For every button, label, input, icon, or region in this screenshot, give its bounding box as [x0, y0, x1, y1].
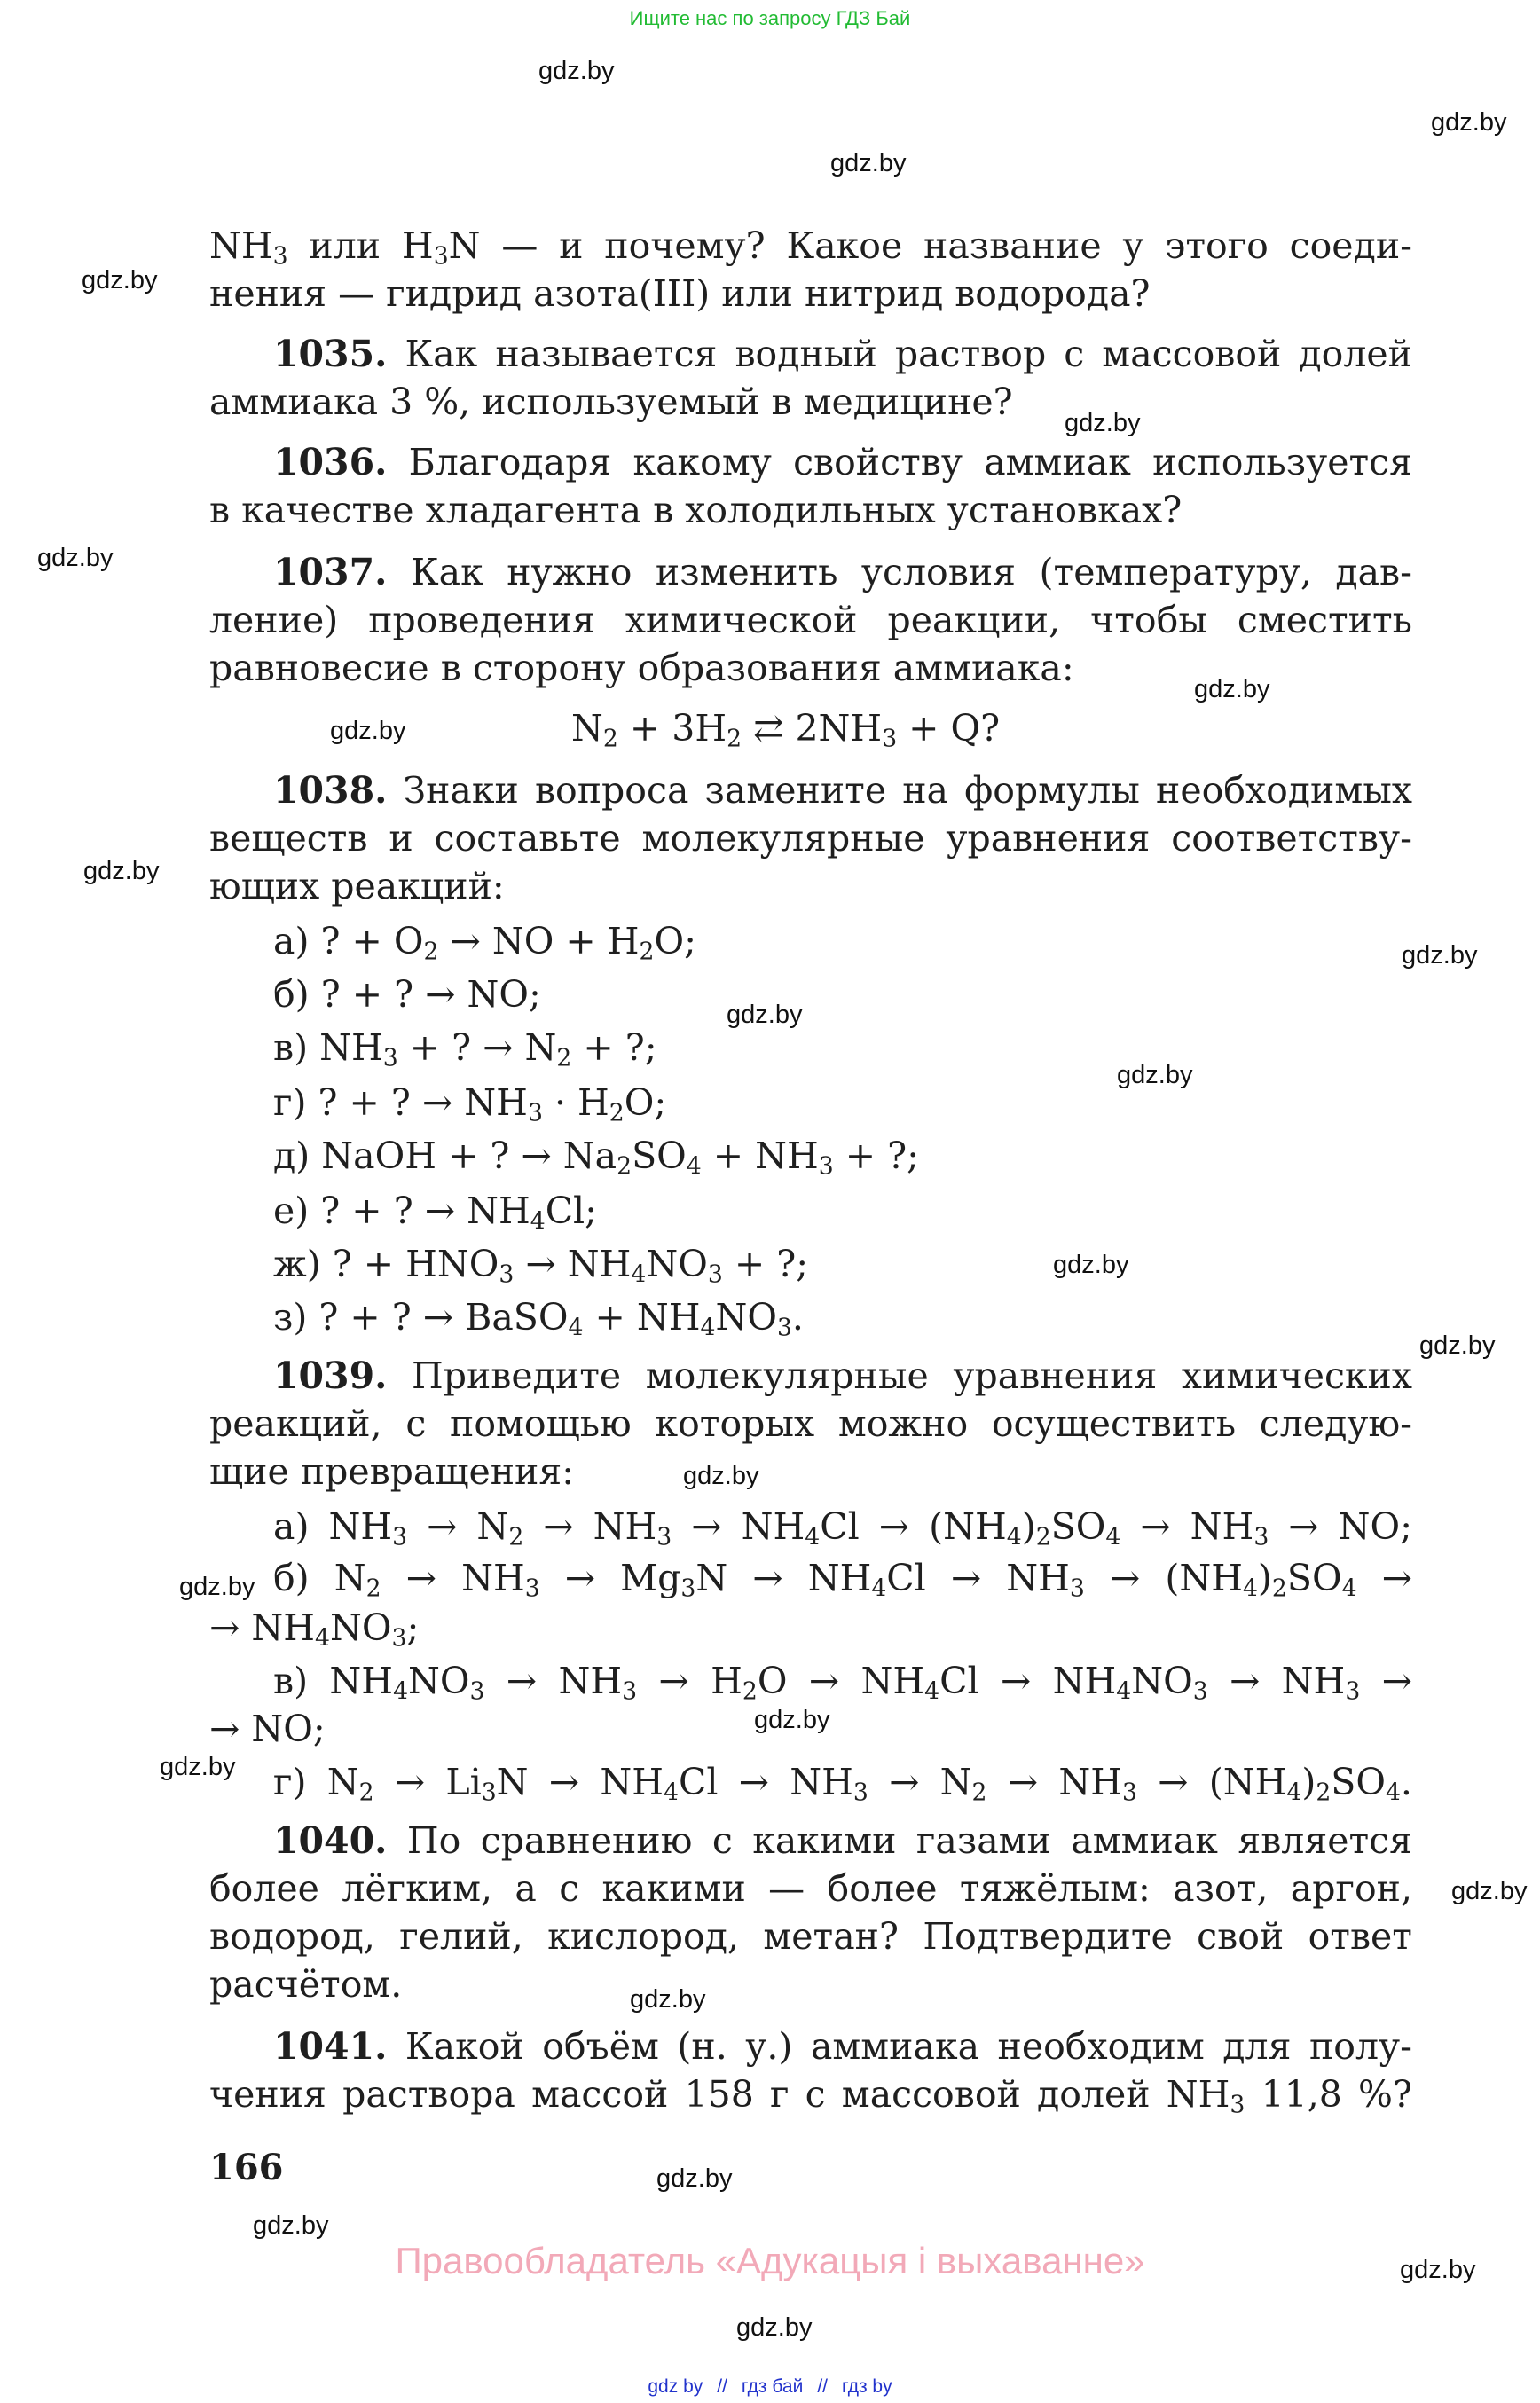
watermark: gdz.by — [253, 2211, 329, 2240]
watermark: gdz.by — [160, 1753, 236, 1781]
footer-link[interactable]: гдз by — [841, 2376, 892, 2397]
question-1036-line: в качестве хладагента в холодильных установках? — [209, 489, 1182, 531]
watermark: gdz.by — [1053, 1251, 1129, 1279]
footer-separator: // — [817, 2376, 828, 2397]
watermark: gdz.by — [727, 1001, 803, 1029]
reaction-item: д) NaOH + ? → $Na_2SO_4 + NH_3$ + ?; — [273, 1135, 919, 1181]
transformation-v-cont: → NO; — [209, 1708, 326, 1750]
intro-line: $NH_3$ или $H_3N$ — и почему? Какое название у этого соеди- — [209, 224, 1412, 271]
watermark: gdz.by — [830, 149, 907, 177]
question-1038-line: ющих реакций: — [209, 865, 505, 907]
watermark: gdz.by — [1402, 941, 1478, 970]
watermark: gdz.by — [1400, 2256, 1476, 2284]
watermark: gdz.by — [630, 1985, 706, 2014]
page-number: 166 — [209, 2147, 284, 2188]
watermark: gdz.by — [754, 1706, 830, 1734]
reaction-item: в) $NH_3$ + ? → $N_2$ + ?; — [273, 1026, 657, 1072]
reaction-item: г) ? + ? → $NH_3 \cdot H_2O$; — [273, 1081, 667, 1127]
reaction-item: а) ? + $O_2$ → NO + $H_2O$; — [273, 920, 696, 966]
watermark: gdz.by — [538, 57, 615, 85]
watermark: gdz.by — [1065, 409, 1141, 437]
question-1038-line: веществ и составьте молекулярные уравнения соответству- — [209, 817, 1412, 860]
transformation-b: б) $N_2 \to NH_3 \to Mg_3N \to NH_4Cl \to NH_3 \to (NH_4)_2SO_4$ → — [273, 1557, 1412, 1603]
equilibrium-equation: $N_2 + 3H_2$ ⇄ $2NH_3 + Q$? — [571, 707, 1001, 753]
transformation-b-cont: → $NH_4NO_3$; — [209, 1606, 420, 1653]
watermark: gdz.by — [1451, 1877, 1528, 1905]
footer-separator: // — [717, 2376, 727, 2397]
reaction-item: з) ? + ? → BaSO$_4$ + $NH_4NO_3$. — [273, 1296, 804, 1342]
question-1039-line: щие превращения: — [209, 1450, 575, 1493]
footer-link[interactable]: gdz by — [648, 2376, 703, 2397]
transformation-g: г) $N_2 \to Li_3N \to NH_4Cl \to NH_3 \to N_2 \to NH_3 \to (NH_4)_2SO_4$. — [273, 1761, 1412, 1807]
transformation-a: а) $NH_3 \to N_2 \to NH_3 \to NH_4Cl \to (NH_4)_2SO_4 \to NH_3$ → NO; — [273, 1505, 1412, 1551]
question-1039-line: реакций, с помощью которых можно осуществить следую- — [209, 1402, 1412, 1445]
question-1040-line: более лёгким, а с какими — более тяжёлым: азот, аргон, — [209, 1867, 1412, 1910]
footer-links — [0, 2376, 1540, 2398]
question-1036: 1036. Благодаря какому свойству аммиак используется — [273, 441, 1412, 483]
watermark: gdz.by — [1431, 108, 1507, 137]
question-1037: 1037. Как нужно изменить условия (температуру, дав- — [273, 551, 1412, 593]
watermark: gdz.by — [330, 717, 406, 745]
question-1037-line: ление) проведения химической реакции, чтобы сместить — [209, 599, 1412, 641]
transformation-v: в) $NH_4NO_3 \to NH_3 \to H_2O \to NH_4Cl \to NH_4NO_3 \to NH_3$ → — [273, 1660, 1412, 1706]
watermark: gdz.by — [179, 1573, 255, 1601]
footer-link[interactable]: гдз бай — [741, 2376, 804, 2397]
question-1041: 1041. Какой объём (н. у.) аммиака необходим для полу- — [273, 2025, 1412, 2068]
watermark: gdz.by — [83, 857, 160, 885]
question-1040-line: расчётом. — [209, 1963, 403, 2006]
watermark: gdz.by — [683, 1462, 759, 1490]
watermark: gdz.by — [1117, 1061, 1193, 1089]
rights-holder: Правообладатель «Адукацыя і выхаванне» — [395, 2240, 1145, 2281]
watermark: gdz.by — [656, 2164, 733, 2193]
reaction-item: б) ? + ? → NO; — [273, 973, 541, 1016]
reaction-item: е) ? + ? → $NH_4Cl$; — [273, 1190, 597, 1236]
question-1040: 1040. По сравнению с какими газами аммиак является — [273, 1819, 1412, 1862]
intro-line: нения — гидрид азота(III) или нитрид водорода? — [209, 272, 1151, 315]
question-1039: 1039. Приведите молекулярные уравнения химических — [273, 1355, 1412, 1397]
question-1040-line: водород, гелий, кислород, метан? Подтвердите свой ответ — [209, 1915, 1412, 1958]
question-1035: 1035. Как называется водный раствор с массовой долей — [273, 333, 1412, 375]
question-1041-line: чения раствора массой 158 г с массовой долей $NH_3$ 11,8 %? — [209, 2073, 1412, 2119]
watermark: gdz.by — [37, 544, 114, 572]
reaction-item: ж) ? + $HNO_3 \to NH_4NO_3$ + ?; — [273, 1243, 809, 1289]
watermark: gdz.by — [736, 2313, 813, 2342]
watermark: gdz.by — [1419, 1331, 1496, 1360]
watermark: gdz.by — [1194, 675, 1270, 703]
watermark: gdz.by — [82, 266, 158, 294]
question-1038: 1038. Знаки вопроса замените на формулы необходимых — [273, 769, 1412, 812]
top-banner[interactable]: Ищите нас по запросу ГДЗ Бай — [629, 7, 911, 29]
question-1035-line: аммиака 3 %, используемый в медицине? — [209, 381, 1013, 423]
question-1037-line: равновесие в сторону образования аммиака: — [209, 647, 1074, 689]
